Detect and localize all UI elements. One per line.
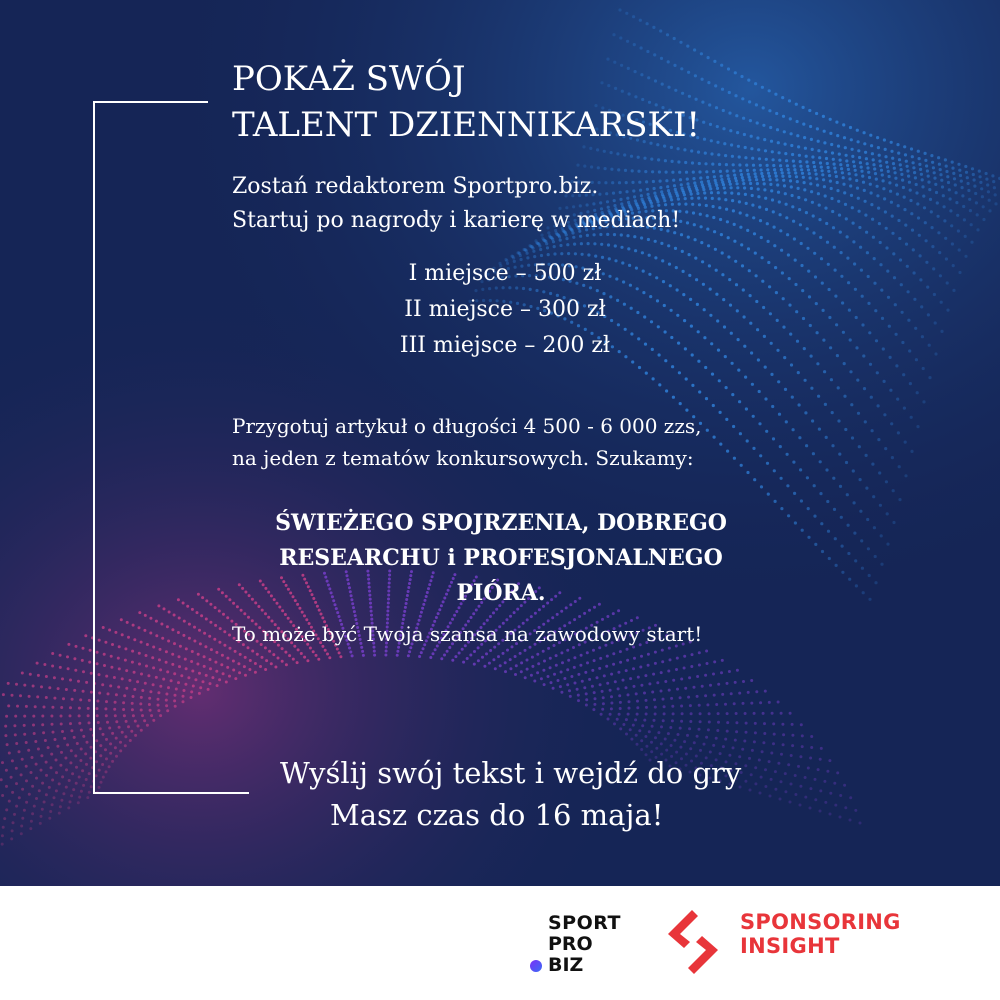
wanted-line-1: ŚWIEŻEGO SPOJRZENIA, DOBREGO xyxy=(275,510,727,536)
cta-line-1: Wyślij swój tekst i wejdź do gry xyxy=(280,756,742,790)
sponsoring-logo-line-2: INSIGHT xyxy=(740,934,840,958)
prize-second: II miejsce – 300 zł xyxy=(404,297,606,322)
frame-line-top xyxy=(93,101,208,103)
prize-third: III miejsce – 200 zł xyxy=(399,333,611,358)
wanted-line-3: PIÓRA. xyxy=(456,580,546,606)
wanted-qualities xyxy=(236,506,766,611)
call-to-action xyxy=(280,752,800,836)
sportpro-logo-line-2: PRO xyxy=(548,933,593,955)
logo-bar xyxy=(0,886,1000,1000)
task-line-1: Przygotuj artykuł o długości 4 500 - 6 000 zzs, xyxy=(232,414,702,438)
frame-line-left xyxy=(93,101,95,794)
headline-line-1: POKAŻ SWÓJ xyxy=(232,59,466,99)
prizes-list xyxy=(320,256,690,364)
intro-line-2: Startuj po nagrody i karierę w mediach! xyxy=(232,208,681,233)
cta-line-2: Masz czas do 16 maja! xyxy=(330,798,664,832)
sponsoring-logo-line-1: SPONSORING xyxy=(740,910,901,934)
wanted-line-2: RESEARCHU i PROFESJONALNEGO xyxy=(279,545,723,571)
intro-text xyxy=(232,170,680,238)
sportpro-logo xyxy=(530,914,640,978)
sportpro-dot-icon xyxy=(530,960,542,972)
chance-text: To może być Twoja szansa na zawodowy start! xyxy=(232,622,703,646)
prize-first: I miejsce – 500 zł xyxy=(408,261,602,286)
sponsoring-insight-logo-text xyxy=(740,910,901,958)
headline-line-2: TALENT DZIENNIKARSKI! xyxy=(232,105,701,145)
task-line-2: na jeden z tematów konkursowych. Szukamy: xyxy=(232,446,694,470)
sportpro-logo-line-1: SPORT xyxy=(548,912,621,934)
sportpro-logo-line-3: BIZ xyxy=(548,954,584,976)
frame-line-bottom xyxy=(93,792,249,794)
intro-line-1: Zostań redaktorem Sportpro.biz. xyxy=(232,174,599,199)
sponsoring-insight-mark-icon xyxy=(662,908,724,976)
task-description xyxy=(232,410,702,474)
headline xyxy=(232,56,700,148)
